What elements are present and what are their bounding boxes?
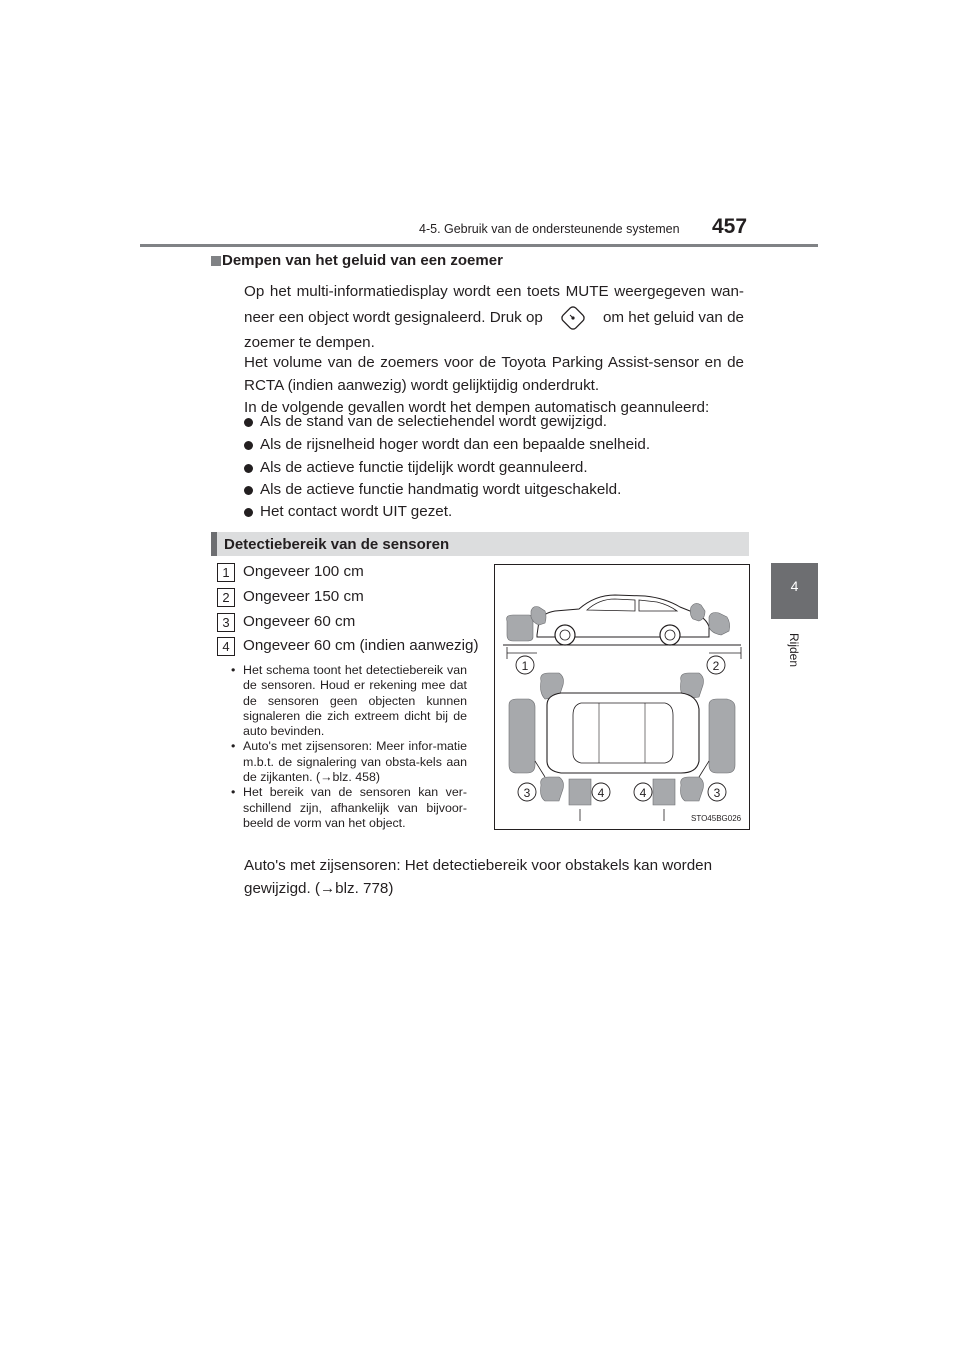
range-text-2: Ongeveer 150 cm: [243, 588, 364, 605]
sensor-range-diagram: [494, 564, 750, 830]
mute-paragraph-3: In de volgende gevallen wordt het dempen automatisch geannuleerd:: [244, 399, 710, 416]
note-item: • Auto's met zijsensoren: Meer infor-matie m.b.t. de signalering van obsta-kels aan de zijkanten. (→blz. 458): [231, 739, 467, 785]
range-text-4: Ongeveer 60 cm (indien aanwezig): [243, 637, 479, 654]
section-square-bullet: [211, 256, 221, 266]
cancel-condition-5: Het contact wordt UIT gezet.: [260, 503, 453, 520]
header-section-title: 4-5. Gebruik van de ondersteunende systemen: [419, 222, 680, 236]
cancel-condition-3: Als de actieve functie tijdelijk wordt geannuleerd.: [260, 459, 588, 476]
mute-paragraph-2: Het volume van de zoemers voor de Toyota Parking Assist-sensor en de RCTA (indien aanwezig) wordt gelijktijdig onderdrukt.: [244, 354, 744, 394]
range-number-4: 4: [217, 637, 235, 656]
bullet-dot: [244, 486, 253, 495]
diagram-label-1: 1: [521, 659, 529, 673]
bullet-dot: [244, 441, 253, 450]
sensor-range-illustration: [495, 565, 749, 829]
detection-section-heading: Detectiebereik van de sensoren: [224, 536, 450, 553]
diagram-label-4: 4: [597, 786, 605, 800]
note-item: • Het schema toont het detectiebereik van de sensoren. Houd er rekening mee dat de sensoren geen objecten kunnen signaleren die zich extreem dicht bij de auto bevinden.: [231, 663, 467, 739]
range-number-3: 3: [217, 613, 235, 632]
detection-heading-bar: [211, 532, 217, 556]
mute-line-2: [244, 303, 744, 333]
bullet-dot: [244, 508, 253, 517]
range-number-2: 2: [217, 588, 235, 607]
cancel-condition-4: Als de actieve functie handmatig wordt uitgeschakeld.: [260, 481, 622, 498]
cancel-condition-1: Als de stand van de selectiehendel wordt gewijzigd.: [260, 413, 607, 430]
mute-button-icon: [559, 304, 587, 332]
range-number-1: 1: [217, 563, 235, 582]
chapter-label: [787, 633, 801, 683]
bullet-dot: [244, 418, 253, 427]
chapter-number: 4: [790, 578, 799, 594]
diagram-label-3b: 3: [713, 786, 721, 800]
mute-line-1: Op het multi-informatiedisplay wordt een toets MUTE weergegeven wan-: [244, 283, 744, 300]
mute-line-2-after: om het geluid van de: [602, 308, 744, 326]
note-item: • Het bereik van de sensoren kan ver-schillend zijn, afhankelijk van bijvoor-beeld de vorm van het object.: [231, 785, 467, 831]
diagram-code: STO45BG026: [691, 814, 742, 823]
range-text-1: Ongeveer 100 cm: [243, 563, 364, 580]
diagram-label-2: 2: [712, 659, 720, 673]
range-text-3: Ongeveer 60 cm: [243, 613, 356, 630]
bullet-dot: [244, 464, 253, 473]
mute-line-2-before: neer een object wordt gesignaleerd. Druk op: [244, 308, 543, 326]
diagram-label-3: 3: [523, 786, 531, 800]
chapter-label-text: Rijden: [787, 633, 801, 668]
header-rule: [140, 244, 818, 247]
cancel-condition-2: Als de rijsnelheid hoger wordt dan een bepaalde snelheid.: [260, 436, 651, 453]
side-sensor-note: Auto's met zijsensoren: Het detectiebereik voor obstakels kan worden gewijzigd. (→blz. 778): [244, 857, 713, 897]
detection-notes: [231, 663, 467, 831]
diagram-label-4b: 4: [639, 786, 647, 800]
mute-section-heading: Dempen van het geluid van een zoemer: [222, 252, 503, 269]
page-number: 457: [712, 215, 748, 238]
mute-line-3: zoemer te dempen.: [244, 334, 375, 351]
